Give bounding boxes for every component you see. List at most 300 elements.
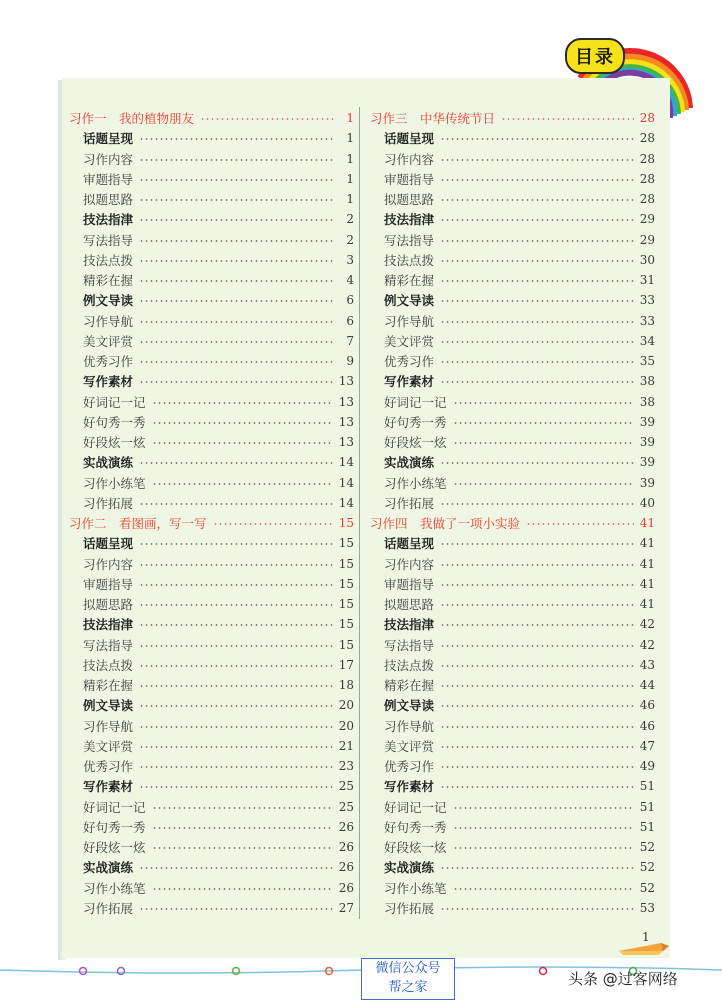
toc-entry-page-number: 26: [338, 880, 354, 895]
toc-entry-page-number: 15: [338, 637, 354, 652]
toc-entry-label: 好词记一记: [384, 799, 447, 815]
toc-entry[interactable]: [69, 736, 354, 756]
toc-entry-page-number: 15: [338, 556, 354, 571]
toc-entry-page-number: 17: [338, 657, 354, 672]
leader-dots: [139, 361, 334, 363]
leader-dots: [440, 260, 634, 262]
toc-entry-label: 精彩在握: [83, 678, 134, 694]
toc-entry-label: 优秀习作: [384, 354, 435, 370]
toc-entry[interactable]: [69, 554, 354, 574]
toc-entry[interactable]: [69, 797, 354, 817]
toc-entry-page-number: 31: [639, 273, 655, 288]
leader-dots: [440, 665, 634, 667]
leader-dots: [139, 786, 333, 788]
toc-entry[interactable]: [370, 655, 655, 675]
toc-entry-label: 习作内容: [384, 556, 435, 572]
toc-group-heading[interactable]: [370, 533, 655, 553]
toc-entry-page-number: 15: [338, 576, 354, 591]
toc-group-heading[interactable]: [370, 371, 655, 391]
leader-dots: [139, 766, 333, 768]
toc-entry[interactable]: [370, 574, 655, 594]
toc-group-heading-page-number: 51: [639, 779, 655, 794]
toc-group-heading[interactable]: [370, 695, 655, 715]
toc-group-heading[interactable]: [69, 371, 354, 391]
toc-entry-label: 审题指导: [384, 576, 435, 592]
leader-dots: [139, 604, 333, 606]
leader-dots: [152, 888, 333, 890]
toc-group-heading-label: 例文导读: [83, 293, 134, 309]
toc-entry-label: 好段炫一炫: [83, 435, 146, 451]
leader-dots: [440, 766, 634, 768]
leader-dots: [440, 867, 634, 869]
leader-dots: [152, 483, 333, 485]
leader-dots: [440, 503, 634, 505]
leader-dots: [139, 300, 334, 302]
toc-entry[interactable]: [69, 756, 354, 776]
toc-entry-label: 好段炫一炫: [83, 840, 146, 856]
toc-group-heading-page-number: 29: [639, 212, 655, 227]
toc-column-right: [370, 108, 655, 918]
toc-entry-label: 美文评赏: [83, 738, 134, 754]
toc-entry[interactable]: [370, 797, 655, 817]
toc-group-heading[interactable]: [370, 452, 655, 472]
toc-chapter-title[interactable]: [370, 513, 655, 533]
toc-group-heading-page-number: 2: [346, 212, 354, 227]
toc-entry-page-number: 40: [639, 495, 655, 510]
toc-group-heading-page-number: 46: [639, 698, 655, 713]
toc-entry[interactable]: [370, 432, 655, 452]
toc-group-heading-page-number: 6: [346, 293, 354, 308]
toc-entry-page-number: 49: [639, 759, 655, 774]
toc-entry[interactable]: [370, 473, 655, 493]
toc-entry-label: 好词记一记: [83, 799, 146, 815]
toc-entry[interactable]: [69, 149, 354, 169]
leader-dots: [440, 240, 634, 242]
toc-group-heading-label: 技法指津: [83, 212, 134, 228]
leader-dots: [440, 624, 634, 626]
leader-dots: [440, 705, 634, 707]
toc-entry-label: 美文评赏: [384, 738, 435, 754]
toc-entry-page-number: 2: [346, 232, 354, 247]
toc-entry-label: 习作小练笔: [384, 475, 447, 491]
toc-entry[interactable]: [69, 412, 354, 432]
toc-entry[interactable]: [69, 574, 354, 594]
toc-group-heading-page-number: 39: [639, 455, 655, 470]
toc-entry-label: 好句秀一秀: [384, 414, 447, 430]
leader-dots: [139, 685, 333, 687]
toc-group-heading[interactable]: [69, 695, 354, 715]
leader-dots: [440, 199, 634, 201]
toc-entry-page-number: 51: [639, 799, 655, 814]
toc-group-heading-label: 实战演练: [384, 455, 435, 471]
toc-entry-label: 习作拓展: [384, 495, 435, 511]
toc-group-heading-page-number: 41: [639, 536, 655, 551]
toc-group-heading-label: 技法指津: [83, 617, 134, 633]
toc-entry-page-number: 21: [338, 738, 354, 753]
toc-entry-page-number: 1: [346, 171, 354, 186]
toc-entry-page-number: 39: [639, 414, 655, 429]
toc-group-heading[interactable]: [69, 614, 354, 634]
toc-entry-label: 技法点拨: [384, 252, 435, 268]
toc-group-heading[interactable]: [69, 776, 354, 796]
toc-entry-label: 美文评赏: [384, 333, 435, 349]
toc-entry[interactable]: [69, 594, 354, 614]
leader-dots: [152, 402, 333, 404]
toc-section: [69, 108, 354, 513]
toc-section: [69, 513, 354, 918]
toc-entry[interactable]: [370, 351, 655, 371]
leader-dots: [440, 584, 634, 586]
toc-chapter-title-label: 习作三 中华传统节日: [370, 111, 496, 127]
toc-entry-label: 好词记一记: [384, 394, 447, 410]
leader-dots: [453, 483, 634, 485]
toc-entry-label: 写法指导: [384, 637, 435, 653]
toc-entry-page-number: 28: [639, 151, 655, 166]
toc-entry[interactable]: [370, 635, 655, 655]
leader-dots: [152, 442, 333, 444]
toc-entry[interactable]: [69, 250, 354, 270]
toc-chapter-title-page-number: 15: [338, 516, 354, 531]
toc-group-heading-label: 实战演练: [83, 455, 134, 471]
toc-entry-label: 拟题思路: [384, 597, 435, 613]
leader-dots: [139, 159, 334, 161]
toc-group-heading-page-number: 52: [639, 860, 655, 875]
toc-group-heading[interactable]: [69, 290, 354, 310]
toc-entry-page-number: 7: [346, 333, 354, 348]
toc-group-heading-label: 话题呈现: [83, 536, 134, 552]
leader-dots: [139, 665, 333, 667]
toc-group-heading[interactable]: [370, 776, 655, 796]
page-number: 1: [642, 930, 650, 944]
toc-entry-label: 习作小练笔: [83, 880, 146, 896]
toc-entry[interactable]: [370, 817, 655, 837]
toc-group-heading-label: 写作素材: [83, 779, 134, 795]
toc-entry-label: 优秀习作: [83, 354, 134, 370]
toc-entry-page-number: 9: [346, 354, 354, 369]
toc-group-heading[interactable]: [370, 128, 655, 148]
toc-entry-page-number: 18: [338, 678, 354, 693]
toc-entry-label: 技法点拨: [83, 657, 134, 673]
toc-group-heading-page-number: 26: [338, 860, 354, 875]
toc-entry[interactable]: [69, 230, 354, 250]
toc-entry[interactable]: [370, 675, 655, 695]
toc-entry[interactable]: [69, 635, 354, 655]
toc-chapter-title-label: 习作一 我的植物朋友: [69, 111, 195, 127]
leader-dots: [453, 422, 634, 424]
toc-entry[interactable]: [370, 270, 655, 290]
toc-entry-page-number: 39: [639, 435, 655, 450]
toc-entry-page-number: 30: [639, 252, 655, 267]
toc-entry[interactable]: [370, 594, 655, 614]
toc-entry-label: 美文评赏: [83, 333, 134, 349]
toc-entry[interactable]: [69, 493, 354, 513]
leader-dots: [526, 523, 634, 525]
toc-group-heading-page-number: 15: [338, 617, 354, 632]
toc-entry-label: 习作拓展: [384, 900, 435, 916]
toc-entry-label: 好句秀一秀: [83, 414, 146, 430]
toc-entry-page-number: 3: [346, 252, 354, 267]
toc-entry-label: 习作导航: [83, 718, 134, 734]
leader-dots: [152, 807, 333, 809]
toc-entry-page-number: 23: [338, 759, 354, 774]
toc-group-heading-label: 写作素材: [83, 374, 134, 390]
toc-group-heading-page-number: 38: [639, 374, 655, 389]
toc-entry-page-number: 20: [338, 718, 354, 733]
toc-group-heading[interactable]: [69, 857, 354, 877]
leader-dots: [440, 280, 634, 282]
toc-entry-label: 精彩在握: [384, 273, 435, 289]
toc-entry-page-number: 33: [639, 313, 655, 328]
leader-dots: [440, 300, 634, 302]
toc-entry-label: 好句秀一秀: [83, 819, 146, 835]
toc-entry-label: 习作拓展: [83, 900, 134, 916]
toc-entry-label: 好词记一记: [83, 394, 146, 410]
toc-group-heading-label: 技法指津: [384, 212, 435, 228]
toc-entry-label: 好句秀一秀: [384, 819, 447, 835]
toc-entry-page-number: 1: [346, 151, 354, 166]
toc-group-heading[interactable]: [69, 128, 354, 148]
toc-entry[interactable]: [69, 837, 354, 857]
toc-entry-label: 习作内容: [83, 151, 134, 167]
toc-column-left: [69, 108, 354, 918]
toc-group-heading-page-number: 13: [338, 374, 354, 389]
toc-group-heading-label: 实战演练: [384, 860, 435, 876]
toc-group-heading-label: 话题呈现: [384, 131, 435, 147]
toc-entry[interactable]: [69, 716, 354, 736]
toc-entry-label: 好段炫一炫: [384, 840, 447, 856]
leader-dots: [440, 219, 634, 221]
toc-entry-label: 好段炫一炫: [384, 435, 447, 451]
leader-dots: [440, 381, 634, 383]
leader-dots: [139, 584, 333, 586]
leader-dots: [440, 604, 634, 606]
toc-entry[interactable]: [69, 351, 354, 371]
leader-dots: [440, 341, 634, 343]
toc-chapter-title-page-number: 41: [639, 516, 655, 531]
toc-entry-label: 审题指导: [83, 576, 134, 592]
toc-entry-page-number: 26: [338, 819, 354, 834]
leader-dots: [139, 280, 334, 282]
leader-dots: [440, 361, 634, 363]
toc-entry[interactable]: [69, 473, 354, 493]
leader-dots: [440, 746, 634, 748]
leader-dots: [453, 827, 634, 829]
toc-entry-page-number: 13: [338, 394, 354, 409]
leader-dots: [440, 685, 634, 687]
toc-entry-page-number: 34: [639, 333, 655, 348]
leader-dots: [139, 199, 334, 201]
toc-group-heading[interactable]: [69, 452, 354, 472]
leader-dots: [152, 847, 333, 849]
toc-entry[interactable]: [370, 230, 655, 250]
toc-group-heading-label: 实战演练: [83, 860, 134, 876]
toc-entry[interactable]: [370, 311, 655, 331]
toc-entry[interactable]: [370, 331, 655, 351]
toc-chapter-title[interactable]: [69, 108, 354, 128]
toc-entry-page-number: 26: [338, 840, 354, 855]
toc-entry-label: 审题指导: [384, 171, 435, 187]
leader-dots: [139, 321, 334, 323]
toc-entry-page-number: 35: [639, 354, 655, 369]
leader-dots: [453, 888, 634, 890]
toc-group-heading-label: 话题呈现: [384, 536, 435, 552]
toc-entry-label: 习作导航: [384, 718, 435, 734]
toc-entry[interactable]: [69, 432, 354, 452]
toc-heading-badge: 目录: [565, 38, 625, 74]
toc-entry[interactable]: [370, 250, 655, 270]
toc-group-heading[interactable]: [370, 614, 655, 634]
toc-entry[interactable]: [69, 169, 354, 189]
toc-entry[interactable]: [69, 331, 354, 351]
toc-group-heading-label: 例文导读: [384, 698, 435, 714]
toc-group-heading[interactable]: [370, 290, 655, 310]
leader-dots: [440, 138, 634, 140]
toc-entry-page-number: 41: [639, 597, 655, 612]
toc-group-heading[interactable]: [370, 209, 655, 229]
leader-dots: [139, 624, 333, 626]
toc-entry[interactable]: [370, 756, 655, 776]
toc-group-heading-label: 写作素材: [384, 374, 435, 390]
toc-section: [370, 513, 655, 918]
toc-entry-page-number: 51: [639, 819, 655, 834]
leader-dots: [139, 908, 333, 910]
leader-dots: [453, 402, 634, 404]
leader-dots: [440, 726, 634, 728]
toc-entry[interactable]: [370, 412, 655, 432]
wechat-line-2: 帮之家: [388, 980, 428, 995]
toc-entry-label: 写法指导: [384, 232, 435, 248]
toc-entry[interactable]: [370, 837, 655, 857]
toc-entry[interactable]: [69, 655, 354, 675]
toc-entry-label: 习作小练笔: [384, 880, 447, 896]
toc-entry[interactable]: [69, 898, 354, 918]
wechat-account-stamp: [361, 958, 455, 1000]
toc-chapter-title[interactable]: [370, 108, 655, 128]
toc-entry-label: 习作导航: [384, 313, 435, 329]
leader-dots: [139, 341, 334, 343]
toc-entry[interactable]: [370, 878, 655, 898]
toc-group-heading-page-number: 42: [639, 617, 655, 632]
toc-chapter-title-label: 习作二 看图画，写一写: [69, 516, 207, 532]
leader-dots: [440, 159, 634, 161]
leader-dots: [139, 543, 333, 545]
toc-entry[interactable]: [370, 392, 655, 412]
toc-group-heading-page-number: 25: [338, 779, 354, 794]
leader-dots: [139, 219, 334, 221]
toc-group-heading[interactable]: [370, 857, 655, 877]
leader-dots: [213, 523, 333, 525]
toc-entry-page-number: 15: [338, 597, 354, 612]
toc-entry[interactable]: [370, 898, 655, 918]
leader-dots: [200, 118, 334, 120]
toc-entry-page-number: 42: [639, 637, 655, 652]
toc-chapter-title-label: 习作四 我做了一项小实验: [370, 516, 521, 532]
toc-entry-page-number: 52: [639, 840, 655, 855]
toc-entry-label: 优秀习作: [384, 759, 435, 775]
toc-group-heading[interactable]: [69, 533, 354, 553]
toc-entry[interactable]: [370, 736, 655, 756]
toc-entry-page-number: 28: [639, 171, 655, 186]
toc-group-heading-page-number: 15: [338, 536, 354, 551]
leader-dots: [440, 908, 634, 910]
toc-entry-page-number: 43: [639, 657, 655, 672]
leader-dots: [440, 179, 634, 181]
toc-entry[interactable]: [69, 311, 354, 331]
leader-dots: [139, 564, 333, 566]
toc-chapter-title-page-number: 1: [346, 111, 354, 126]
toc-entry-page-number: 53: [639, 900, 655, 915]
leader-dots: [152, 827, 333, 829]
leader-dots: [139, 705, 333, 707]
toc-entry[interactable]: [69, 270, 354, 290]
toc-entry-label: 拟题思路: [83, 597, 134, 613]
toc-entry[interactable]: [69, 878, 354, 898]
toc-group-heading-page-number: 14: [338, 455, 354, 470]
toc-entry-label: 技法点拨: [384, 657, 435, 673]
toc-entry[interactable]: [370, 554, 655, 574]
toc-entry-page-number: 14: [338, 495, 354, 510]
toc-entry[interactable]: [370, 149, 655, 169]
toc-entry-label: 写法指导: [83, 232, 134, 248]
leader-dots: [139, 726, 333, 728]
leader-dots: [139, 867, 333, 869]
toc-entry[interactable]: [69, 817, 354, 837]
toc-entry-label: 精彩在握: [83, 273, 134, 289]
leader-dots: [440, 543, 634, 545]
leader-dots: [139, 746, 333, 748]
toc-entry[interactable]: [370, 716, 655, 736]
leader-dots: [453, 847, 634, 849]
watermark-text: 头条 @过客网络: [568, 970, 678, 988]
toc-entry-page-number: 44: [639, 678, 655, 693]
toc-entry[interactable]: [370, 493, 655, 513]
toc-chapter-title[interactable]: [69, 513, 354, 533]
toc-group-heading-label: 技法指津: [384, 617, 435, 633]
toc-entry-page-number: 41: [639, 576, 655, 591]
toc-entry-page-number: 27: [338, 900, 354, 915]
toc-entry[interactable]: [69, 392, 354, 412]
toc-entry-page-number: 25: [338, 799, 354, 814]
toc-entry-page-number: 46: [639, 718, 655, 733]
toc-entry-page-number: 47: [639, 738, 655, 753]
leader-dots: [440, 645, 634, 647]
toc-group-heading-label: 例文导读: [384, 293, 435, 309]
toc-entry-page-number: 28: [639, 192, 655, 207]
leader-dots: [139, 179, 334, 181]
toc-section: [370, 108, 655, 513]
toc-entry-page-number: 13: [338, 414, 354, 429]
toc-entry-label: 习作内容: [384, 151, 435, 167]
toc-entry[interactable]: [370, 189, 655, 209]
leader-dots: [453, 442, 634, 444]
toc-group-heading-label: 写作素材: [384, 779, 435, 795]
pencil-icon: [615, 937, 675, 959]
toc-group-heading[interactable]: [69, 209, 354, 229]
toc-entry-page-number: 6: [346, 313, 354, 328]
toc-entry[interactable]: [69, 675, 354, 695]
leader-dots: [501, 118, 634, 120]
toc-entry-label: 技法点拨: [83, 252, 134, 268]
toc-entry-page-number: 41: [639, 556, 655, 571]
toc-entry-label: 习作内容: [83, 556, 134, 572]
toc-entry[interactable]: [370, 169, 655, 189]
toc-entry[interactable]: [69, 189, 354, 209]
toc-group-heading-label: 例文导读: [83, 698, 134, 714]
leader-dots: [139, 645, 333, 647]
toc-group-heading-page-number: 33: [639, 293, 655, 308]
toc-entry-page-number: 14: [338, 475, 354, 490]
column-divider: [359, 107, 360, 919]
